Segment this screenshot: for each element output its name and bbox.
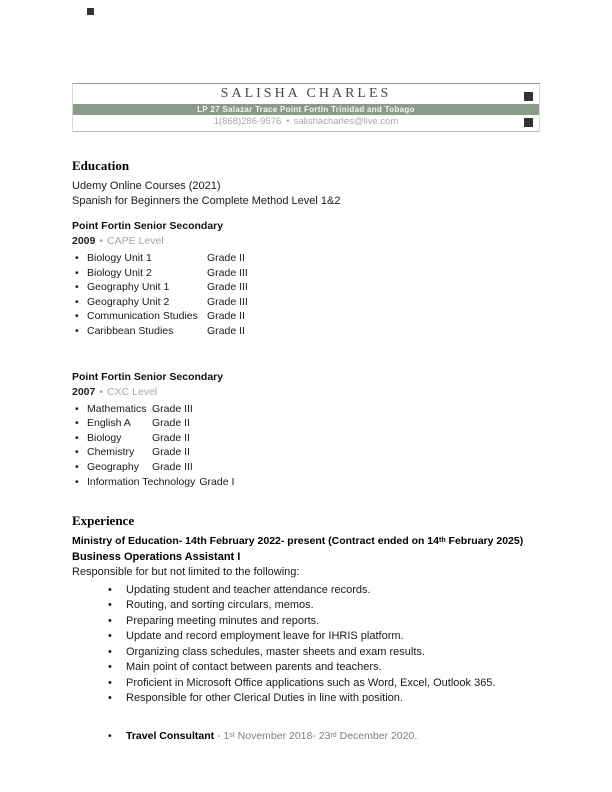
ordinal-superscript: th (439, 537, 446, 545)
subject-grade: Grade III (152, 402, 193, 415)
school-block-cape (72, 219, 540, 339)
bullet-icon: • (108, 583, 112, 596)
subject-grade: Grade II (152, 417, 190, 430)
subject-grade: Grade II (152, 431, 190, 444)
subject-name: Geography (87, 460, 139, 473)
travel-dates: November 2018- 23 (234, 729, 331, 742)
subject-grade: Grade II (207, 310, 245, 323)
duty-item (72, 583, 540, 599)
subject-name: Information Technology (87, 475, 196, 488)
subject-name: Mathematics (87, 402, 147, 415)
duty-item (72, 676, 540, 692)
duty-item (72, 598, 540, 614)
bullet-icon: • (75, 446, 79, 459)
duty-text: Responsible for other Clerical Duties in line with position. (126, 692, 403, 705)
travel-dates: - 1 (214, 729, 230, 742)
subject-name: Biology Unit 2 (87, 266, 152, 279)
bullet-icon: • (108, 599, 112, 612)
subject-list (72, 251, 540, 339)
subject-list (72, 402, 540, 490)
subject-name: Geography Unit 1 (87, 281, 170, 294)
education-heading: Education (72, 158, 130, 173)
bullet-icon: • (99, 235, 104, 247)
duty-item (72, 614, 540, 630)
duties-intro: Responsible for but not limited to the following: (72, 566, 300, 579)
subject-row (72, 445, 540, 460)
address-bar: LP 27 Salazar Trace Point Fortin Trinidad and Tobago (73, 104, 539, 115)
education-course-line: Spanish for Beginners the Complete Method Level 1&2 (72, 195, 341, 207)
bullet-icon: • (75, 295, 79, 308)
bullet-icon: • (75, 475, 79, 488)
duty-item (72, 660, 540, 676)
separator-dot-icon: • (286, 116, 290, 127)
employer-line-text: February 2025) (445, 535, 524, 548)
duty-text: Organizing class schedules, master sheets and exam results. (126, 645, 425, 658)
bullet-icon: • (108, 645, 112, 658)
exam-level: CAPE Level (107, 235, 164, 247)
bullet-icon: • (108, 661, 112, 674)
duty-text: Proficient in Microsoft Office applications such as Word, Excel, Outlook 365. (126, 676, 496, 689)
subject-row (72, 309, 540, 324)
employer-line-text: Ministry of Education- 14th February 2022- present (Contract ended on 14 (72, 535, 439, 548)
phone-number: 1(868)286-9576 (213, 116, 282, 127)
subject-row (72, 251, 540, 266)
candidate-name: SALISHA CHARLES (220, 86, 392, 101)
email-address: salishacharles@live.com (293, 116, 399, 127)
duty-text: Update and record employment leave for IHRIS platform. (126, 630, 404, 643)
subject-row (72, 324, 540, 339)
ordinal-superscript: rd (330, 731, 337, 739)
subject-row (72, 280, 540, 295)
contact-line (73, 115, 539, 131)
subject-grade: Grade III (152, 460, 193, 473)
duties-list (72, 583, 540, 707)
bullet-icon: • (75, 431, 79, 444)
experience-heading: Experience (72, 513, 135, 529)
subject-grade: Grade II (207, 324, 245, 337)
bullet-icon: • (75, 281, 79, 294)
bullet-icon: • (75, 310, 79, 323)
bullet-icon: • (108, 630, 112, 643)
school-name: Point Fortin Senior Secondary (72, 370, 224, 383)
subject-row (72, 266, 540, 281)
travel-consultant-row (72, 729, 540, 745)
bullet-icon: • (108, 692, 112, 705)
subject-row (72, 295, 540, 310)
subject-row (72, 416, 540, 431)
school-block-cxc (72, 370, 540, 490)
duty-item (72, 645, 540, 661)
resume-header (72, 83, 540, 132)
school-year: 2009 (72, 235, 96, 247)
duty-text: Main point of contact between parents and teachers. (126, 661, 382, 674)
bullet-icon: • (75, 252, 79, 264)
subject-grade: Grade III (207, 295, 248, 308)
school-name: Point Fortin Senior Secondary (72, 220, 224, 232)
education-course-line: Udemy Online Courses (2021) (72, 180, 221, 192)
bullet-icon: • (108, 614, 112, 627)
bullet-icon: • (75, 266, 79, 279)
school-year: 2007 (72, 385, 96, 398)
document-content (72, 0, 540, 744)
school-year-line (72, 385, 540, 399)
exam-level: CXC Level (107, 385, 158, 398)
subject-row (72, 402, 540, 417)
travel-dates: December 2020. (336, 729, 418, 742)
subject-row (72, 431, 540, 446)
subject-grade: Grade II (152, 446, 190, 459)
travel-consultant-text (126, 729, 417, 745)
bullet-icon: • (108, 676, 112, 689)
duty-text: Routing, and sorting circulars, memos. (126, 599, 314, 612)
subject-name: English A (87, 417, 131, 430)
subject-name: Chemistry (87, 446, 135, 459)
school-year-line (72, 234, 540, 248)
subject-grade: Grade III (207, 266, 248, 279)
subject-name: Communication Studies (87, 310, 198, 323)
subject-grade: Grade II (207, 252, 245, 264)
subject-name: Caribbean Studies (87, 324, 174, 337)
employer-line (72, 534, 540, 550)
bullet-icon: • (75, 402, 79, 415)
subject-grade: Grade I (199, 475, 235, 488)
bullet-icon: • (108, 729, 112, 742)
duty-item (72, 629, 540, 645)
subject-name: Geography Unit 2 (87, 295, 170, 308)
subject-row (72, 460, 540, 475)
subject-row (72, 475, 540, 490)
ordinal-superscript: st (229, 731, 235, 739)
subject-name: Biology (87, 431, 122, 444)
duty-text: Preparing meeting minutes and reports. (126, 614, 320, 627)
bullet-icon: • (75, 324, 79, 337)
job-title: Business Operations Assistant I (72, 550, 241, 563)
bullet-icon: • (75, 417, 79, 430)
bullet-icon: • (99, 385, 104, 398)
bullet-icon: • (75, 460, 79, 473)
travel-job-title: Travel Consultant (126, 729, 215, 742)
duty-text: Updating student and teacher attendance records. (126, 583, 371, 596)
duty-item (72, 691, 540, 707)
subject-name: Biology Unit 1 (87, 252, 152, 264)
subject-grade: Grade III (207, 281, 248, 294)
